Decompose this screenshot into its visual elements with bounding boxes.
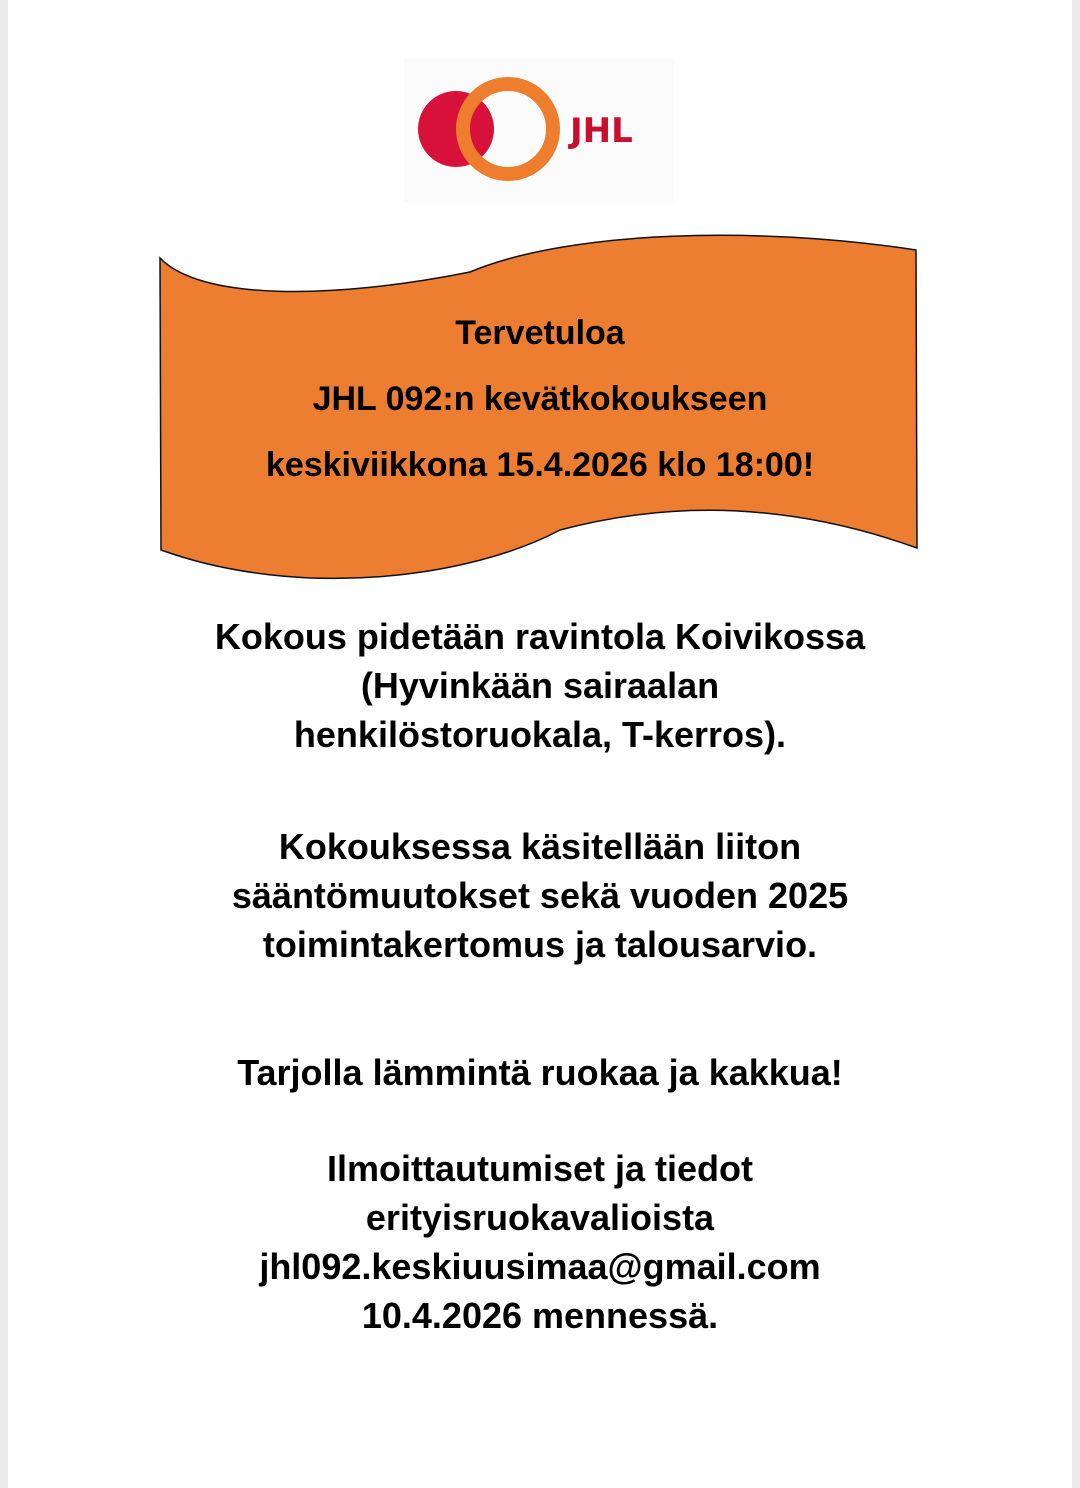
banner-date-time: keskiviikkona 15.4.2026 klo 18:00! — [265, 446, 815, 484]
logo-text: JHL — [570, 111, 633, 151]
venue-line-1: Kokous pidetään ravintola Koivikossa — [214, 616, 866, 657]
registration-line-1: Ilmoittautumiset ja tiedot — [326, 1148, 754, 1189]
food-line-1: Tarjolla lämmintä ruokaa ja kakkua! — [237, 1052, 843, 1093]
banner-event-name: JHL 092:n kevätkokoukseen — [312, 380, 768, 418]
venue-line-2: (Hyvinkään sairaalan — [360, 665, 720, 706]
venue-paragraph — [100, 612, 980, 759]
welcome-banner — [160, 300, 920, 498]
agenda-paragraph — [100, 822, 980, 969]
registration-line-2: erityisruokavalioista — [365, 1197, 715, 1238]
food-paragraph — [100, 1048, 980, 1097]
registration-email: jhl092.keskiuusimaa@gmail.com — [259, 1246, 821, 1287]
agenda-line-3: toimintakertomus ja talousarvio. — [262, 924, 818, 965]
agenda-line-2: sääntömuutokset sekä vuoden 2025 — [231, 875, 849, 916]
banner-greeting: Tervetuloa — [455, 314, 625, 352]
venue-line-3: henkilöstoruokala, T-kerros). — [293, 714, 787, 755]
registration-deadline: 10.4.2026 mennessä. — [361, 1295, 719, 1336]
registration-paragraph — [100, 1144, 980, 1340]
agenda-line-1: Kokouksessa käsitellään liiton — [278, 826, 802, 867]
